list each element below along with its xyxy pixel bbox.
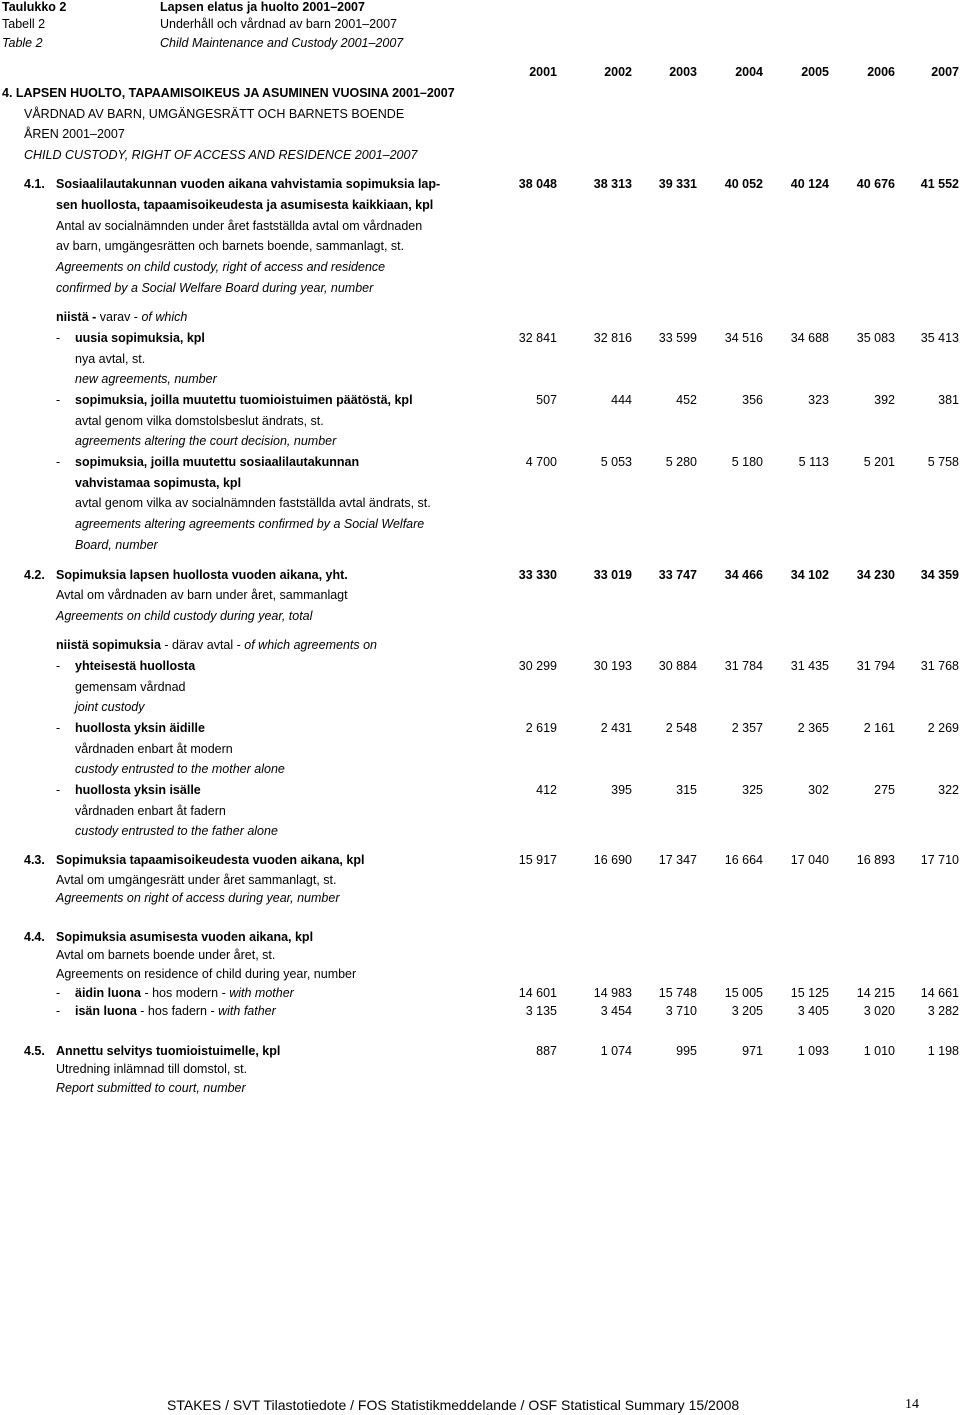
row-4-2-value-2006: 34 230 bbox=[856, 568, 895, 582]
section-title-en: CHILD CUSTODY, RIGHT OF ACCESS AND RESIDENCE 2001–2007 bbox=[24, 148, 418, 162]
row-res-father-value-2001: 3 135 bbox=[525, 1004, 557, 1018]
row-res-mother-value-2003: 15 748 bbox=[658, 986, 697, 1000]
row-father-value-2002: 395 bbox=[611, 783, 632, 797]
row-4-5-value-2006: 1 010 bbox=[863, 1044, 895, 1058]
row-father-label-fi: huollosta yksin isälle bbox=[75, 783, 201, 797]
row-joint-label-fi: yhteisestä huollosta bbox=[75, 659, 196, 673]
table-title-sv: Underhåll och vårdnad av barn 2001–2007 bbox=[160, 17, 397, 31]
page-number: 14 bbox=[905, 1397, 919, 1412]
row-joint-label-en: joint custody bbox=[75, 700, 145, 714]
row-court-value-2006: 392 bbox=[874, 393, 895, 407]
row-new-label-en: new agreements, number bbox=[75, 372, 217, 386]
row-4-1-label-fi: Sosiaalilautakunnan vuoden aikana vahvistamia sopimuksia lap- bbox=[56, 177, 441, 191]
row-4-3-value-2002: 16 690 bbox=[593, 853, 632, 867]
row-res-father-value-2006: 3 020 bbox=[863, 1004, 895, 1018]
row-board-label-en: agreements altering agreements confirmed by a Social Welfare bbox=[75, 517, 425, 531]
row-4-1-sub-header: niistä - varav - of which bbox=[56, 310, 188, 324]
table-title-fi: Lapsen elatus ja huolto 2001–2007 bbox=[160, 0, 365, 14]
row-mother-label-sv: vårdnaden enbart åt modern bbox=[75, 742, 233, 756]
row-4-2-label-sv: Avtal om vårdnaden av barn under året, sammanlagt bbox=[56, 588, 348, 602]
section-title-sv-years: ÅREN 2001–2007 bbox=[24, 127, 125, 141]
row-4-3-value-2007: 17 710 bbox=[920, 853, 959, 867]
row-joint-label-sv: gemensam vårdnad bbox=[75, 680, 186, 694]
row-res-father-label: isän luona - hos fadern - with father bbox=[75, 1004, 276, 1018]
table-title-en: Child Maintenance and Custody 2001–2007 bbox=[160, 36, 404, 50]
row-4-2-label-fi: Sopimuksia lapsen huollosta vuoden aikana, yht. bbox=[56, 568, 348, 582]
row-res-mother-value-2001: 14 601 bbox=[518, 986, 557, 1000]
row-new-label-fi: uusia sopimuksia, kpl bbox=[75, 331, 205, 345]
row-4-1-value-2001: 38 048 bbox=[518, 177, 557, 191]
row-mother-value-2007: 2 269 bbox=[927, 721, 959, 735]
row-board-value-2004: 5 180 bbox=[731, 455, 763, 469]
row-4-3-value-2003: 17 347 bbox=[658, 853, 697, 867]
row-new-value-2005: 34 688 bbox=[790, 331, 829, 345]
row-res-mother-value-2007: 14 661 bbox=[920, 986, 959, 1000]
row-4-4-label-fi: Sopimuksia asumisesta vuoden aikana, kpl bbox=[56, 930, 314, 944]
row-res-mother-value-2005: 15 125 bbox=[790, 986, 829, 1000]
row-new-value-2004: 34 516 bbox=[724, 331, 763, 345]
row-new-value-2003: 33 599 bbox=[658, 331, 697, 345]
row-joint-value-2006: 31 794 bbox=[856, 659, 895, 673]
row-4-4-label-sv: Avtal om barnets boende under året, st. bbox=[56, 948, 276, 962]
row-court-value-2005: 323 bbox=[808, 393, 829, 407]
row-4-2-label-en: Agreements on child custody during year, total bbox=[56, 609, 313, 623]
row-4-1-value-2002: 38 313 bbox=[593, 177, 632, 191]
row-father-value-2005: 302 bbox=[808, 783, 829, 797]
row-4-3-number: 4.3. bbox=[24, 853, 45, 867]
row-board-value-2001: 4 700 bbox=[525, 455, 557, 469]
row-res-mother-value-2004: 15 005 bbox=[724, 986, 763, 1000]
row-res-father-value-2005: 3 405 bbox=[797, 1004, 829, 1018]
row-4-2-sub-header: niistä sopimuksia - därav avtal - of which agreements on bbox=[56, 638, 377, 652]
row-4-5-number: 4.5. bbox=[24, 1044, 45, 1058]
row-mother-label-en: custody entrusted to the mother alone bbox=[75, 762, 285, 776]
row-4-3-value-2001: 15 917 bbox=[518, 853, 557, 867]
row-board-value-2005: 5 113 bbox=[798, 455, 829, 469]
row-4-1-value-2005: 40 124 bbox=[790, 177, 829, 191]
row-mother-value-2003: 2 548 bbox=[665, 721, 697, 735]
row-board-label-en-2: Board, number bbox=[75, 538, 158, 552]
row-new-value-2002: 32 816 bbox=[593, 331, 632, 345]
row-4-5-value-2001: 887 bbox=[536, 1044, 557, 1058]
row-4-5-label-fi: Annettu selvitys tuomioistuimelle, kpl bbox=[56, 1044, 281, 1058]
row-4-2-value-2004: 34 466 bbox=[724, 568, 763, 582]
row-4-1-value-2007: 41 552 bbox=[920, 177, 959, 191]
year-2005: 2005 bbox=[801, 65, 829, 79]
row-mother-value-2001: 2 619 bbox=[525, 721, 557, 735]
row-joint-value-2003: 30 884 bbox=[658, 659, 697, 673]
row-4-5-value-2005: 1 093 bbox=[797, 1044, 829, 1058]
dash: - bbox=[56, 986, 61, 1000]
row-4-3-label-en: Agreements on right of access during year, number bbox=[56, 891, 340, 905]
year-2002: 2002 bbox=[604, 65, 632, 79]
row-court-value-2003: 452 bbox=[676, 393, 697, 407]
row-4-5-value-2003: 995 bbox=[676, 1044, 697, 1058]
row-4-1-label-en-2: confirmed by a Social Welfare Board during year, number bbox=[56, 281, 374, 295]
row-board-value-2003: 5 280 bbox=[665, 455, 697, 469]
year-2006: 2006 bbox=[867, 65, 895, 79]
row-4-5-value-2002: 1 074 bbox=[600, 1044, 632, 1058]
table-number-en: Table 2 bbox=[2, 36, 43, 50]
row-father-label-sv: vårdnaden enbart åt fadern bbox=[75, 804, 226, 818]
table-number-fi: Taulukko 2 bbox=[2, 0, 67, 14]
dash: - bbox=[56, 393, 61, 407]
row-court-label-sv: avtal genom vilka domstolsbeslut ändrats, st. bbox=[75, 414, 324, 428]
row-new-value-2001: 32 841 bbox=[518, 331, 557, 345]
row-4-2-value-2007: 34 359 bbox=[920, 568, 959, 582]
row-4-2-value-2003: 33 747 bbox=[658, 568, 697, 582]
row-4-1-label-sv: Antal av socialnämnden under året fastställda avtal om vårdnaden bbox=[56, 219, 423, 233]
row-joint-value-2004: 31 784 bbox=[724, 659, 763, 673]
row-father-value-2003: 315 bbox=[676, 783, 697, 797]
row-mother-value-2002: 2 431 bbox=[600, 721, 632, 735]
row-mother-label-fi: huollosta yksin äidille bbox=[75, 721, 205, 735]
row-board-label-fi: sopimuksia, joilla muutettu sosiaalilautakunnan bbox=[75, 455, 360, 469]
row-court-label-fi: sopimuksia, joilla muutettu tuomioistuimen päätöstä, kpl bbox=[75, 393, 413, 407]
row-board-value-2002: 5 053 bbox=[600, 455, 632, 469]
row-4-5-value-2007: 1 198 bbox=[927, 1044, 959, 1058]
row-father-value-2004: 325 bbox=[742, 783, 763, 797]
row-4-1-value-2003: 39 331 bbox=[658, 177, 697, 191]
row-4-1-number: 4.1. bbox=[24, 177, 45, 191]
footer-text: STAKES / SVT Tilastotiedote / FOS Statistikmeddelande / OSF Statistical Summary 15/2008 bbox=[167, 1397, 740, 1413]
row-4-5-label-en: Report submitted to court, number bbox=[56, 1081, 246, 1095]
row-4-1-value-2006: 40 676 bbox=[856, 177, 895, 191]
dash: - bbox=[56, 331, 61, 345]
row-4-3-value-2006: 16 893 bbox=[856, 853, 895, 867]
row-4-3-label-fi: Sopimuksia tapaamisoikeudesta vuoden aikana, kpl bbox=[56, 853, 365, 867]
row-res-father-value-2007: 3 282 bbox=[927, 1004, 959, 1018]
row-res-mother-value-2006: 14 215 bbox=[856, 986, 895, 1000]
row-father-value-2007: 322 bbox=[938, 783, 959, 797]
dash: - bbox=[56, 1004, 61, 1018]
row-4-2-number: 4.2. bbox=[24, 568, 45, 582]
row-joint-value-2005: 31 435 bbox=[790, 659, 829, 673]
row-res-father-value-2002: 3 454 bbox=[600, 1004, 632, 1018]
row-court-value-2001: 507 bbox=[536, 393, 557, 407]
row-father-value-2006: 275 bbox=[874, 783, 895, 797]
row-4-3-value-2004: 16 664 bbox=[724, 853, 763, 867]
row-joint-value-2002: 30 193 bbox=[593, 659, 632, 673]
row-father-label-en: custody entrusted to the father alone bbox=[75, 824, 278, 838]
dash: - bbox=[56, 659, 61, 673]
year-2007: 2007 bbox=[931, 65, 959, 79]
row-4-1-label-en: Agreements on child custody, right of access and residence bbox=[56, 260, 386, 274]
row-court-label-en: agreements altering the court decision, number bbox=[75, 434, 337, 448]
row-court-value-2004: 356 bbox=[742, 393, 763, 407]
row-mother-value-2005: 2 365 bbox=[797, 721, 829, 735]
row-4-3-value-2005: 17 040 bbox=[790, 853, 829, 867]
dash: - bbox=[56, 455, 61, 469]
row-4-1-label-sv-2: av barn, umgängesrätten och barnets boende, sammanlagt, st. bbox=[56, 239, 405, 253]
row-board-label-fi-2: vahvistamaa sopimusta, kpl bbox=[75, 476, 242, 490]
row-4-5-label-sv: Utredning inlämnad till domstol, st. bbox=[56, 1062, 248, 1076]
row-res-father-value-2003: 3 710 bbox=[665, 1004, 697, 1018]
row-4-2-value-2002: 33 019 bbox=[593, 568, 632, 582]
row-4-5-value-2004: 971 bbox=[742, 1044, 763, 1058]
row-4-3-label-sv: Avtal om umgängesrätt under året sammanlagt, st. bbox=[56, 873, 337, 887]
year-2004: 2004 bbox=[735, 65, 763, 79]
row-new-value-2007: 35 413 bbox=[920, 331, 959, 345]
row-4-2-value-2001: 33 330 bbox=[518, 568, 557, 582]
row-new-label-sv: nya avtal, st. bbox=[75, 352, 146, 366]
section-title-fi: 4. LAPSEN HUOLTO, TAPAAMISOIKEUS JA ASUMINEN VUOSINA 2001–2007 bbox=[2, 86, 455, 100]
year-2001: 2001 bbox=[529, 65, 557, 79]
row-4-4-label-en: Agreements on residence of child during year, number bbox=[56, 967, 357, 981]
section-title-sv: VÅRDNAD AV BARN, UMGÄNGESRÄTT OCH BARNETS BOENDE bbox=[24, 107, 405, 121]
row-board-label-sv: avtal genom vilka av socialnämnden fastställda avtal ändrats, st. bbox=[75, 496, 431, 510]
row-mother-value-2006: 2 161 bbox=[863, 721, 895, 735]
row-res-mother-value-2002: 14 983 bbox=[593, 986, 632, 1000]
row-court-value-2007: 381 bbox=[938, 393, 959, 407]
row-res-father-value-2004: 3 205 bbox=[731, 1004, 763, 1018]
row-joint-value-2001: 30 299 bbox=[518, 659, 557, 673]
row-4-1-value-2004: 40 052 bbox=[724, 177, 763, 191]
table-number-sv: Tabell 2 bbox=[2, 17, 46, 31]
dash: - bbox=[56, 783, 61, 797]
row-4-2-value-2005: 34 102 bbox=[790, 568, 829, 582]
row-board-value-2006: 5 201 bbox=[863, 455, 895, 469]
row-court-value-2002: 444 bbox=[611, 393, 632, 407]
dash: - bbox=[56, 721, 61, 735]
row-mother-value-2004: 2 357 bbox=[731, 721, 763, 735]
row-joint-value-2007: 31 768 bbox=[920, 659, 959, 673]
row-board-value-2007: 5 758 bbox=[927, 455, 959, 469]
row-new-value-2006: 35 083 bbox=[856, 331, 895, 345]
row-res-mother-label: äidin luona - hos modern - with mother bbox=[75, 986, 294, 1000]
row-4-4-number: 4.4. bbox=[24, 930, 45, 944]
row-father-value-2001: 412 bbox=[536, 783, 557, 797]
year-2003: 2003 bbox=[669, 65, 697, 79]
row-4-1-label-fi-2: sen huollosta, tapaamisoikeudesta ja asumisesta kaikkiaan, kpl bbox=[56, 198, 434, 212]
